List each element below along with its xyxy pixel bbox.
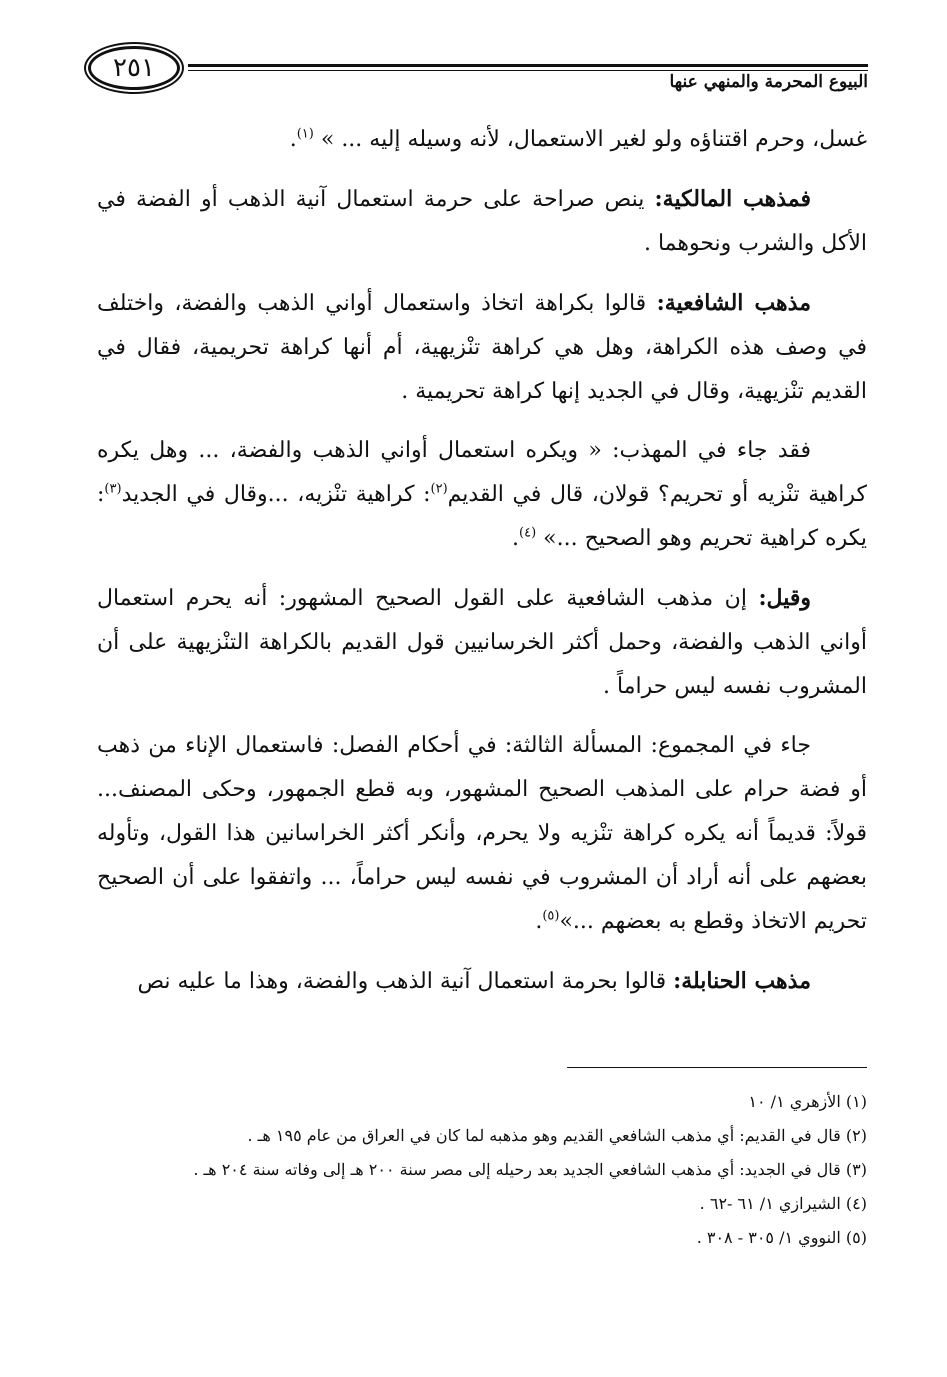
footnote-separator [567,1067,867,1068]
paragraph-text: إن مذهب الشافعية على القول الصحيح المشهور: أنه يحرم استعمال أواني الذهب والفضة، وحمل أكثر الخرسانيين قول القديم بالكراهة التنْزيهية على أن المشروب نفسه ليس حراماً . [97,586,867,699]
paragraph-lead: مذهب الحنابلة: [673,968,811,994]
page-number: ٢٥١ [113,53,155,83]
paragraph-text: غسل، وحرم اقتناؤه ولو لغير الاستعمال، لأنه وسيله إليه ... » [320,127,867,152]
paragraph-text: : يكره كراهية تحريم وهو الصحيح ...» [97,482,867,551]
paragraph-text: فقد جاء في المهذب: « ويكره استعمال أواني الذهب والفضة، ... وهل يكره كراهية تنْزيه أو تحريم؟ قولان، قال في القديم [97,438,868,507]
paragraph-lead: وقيل: [758,585,811,611]
paragraph-4 [97,429,867,561]
paragraph-end: . [512,526,519,551]
paragraph-end: . [535,909,543,934]
footnote-2: (٢) قال في القديم: أي مذهب الشافعي القديم وهو مذهبه لما كان في العراق من عام ١٩٥ هـ . [247,1126,867,1145]
footnote-ref[interactable]: (٢) [430,481,448,497]
footnote-ref[interactable]: (٥) [542,908,560,924]
paragraph-end: . [289,127,297,152]
main-text [97,118,867,1019]
page-number-badge [88,46,180,90]
footnote-5: (٥) النووي ١/ ٣٠٥ - ٣٠٨ . [696,1228,867,1247]
header-rule [188,64,868,67]
paragraph-lead: مذهب الشافعية: [656,290,811,316]
footnote-3: (٣) قال في الجديد: أي مذهب الشافعي الجديد بعد رحيله إلى مصر سنة ٢٠٠ هـ إلى وفاته سنة ٢٠٤ هـ . [193,1160,867,1179]
page-header [88,44,868,96]
footnote-ref[interactable]: (٣) [104,481,122,497]
paragraph-3 [97,281,867,414]
paragraph-text: ينص صراحة على حرمة استعمال آنية الذهب أو الفضة في الأكل والشرب ونحوهما . [97,187,867,256]
paragraph-5 [97,576,867,709]
paragraph-text: قالوا بحرمة استعمال آنية الذهب والفضة، وهذا ما عليه نص [137,969,674,994]
paragraph-lead: فمذهب المالكية: [654,186,812,212]
footnote-4: (٤) الشيرازي ١/ ٦١ -٦٢ . [699,1194,867,1213]
footnote-ref[interactable]: (٤) [519,525,537,541]
paragraph-7 [97,959,867,1004]
footnotes [97,1085,867,1255]
paragraph-2 [97,177,867,266]
paragraph-text: قالوا بكراهة اتخاذ واستعمال أواني الذهب والفضة، واختلف في وصف هذه الكراهة، وهل هي كراهة تنْزيهية، أم أنها كراهة تحريمية، فقال في القديم تنْزيهية، وقال في الجديد إنها كراهة تحريمية . [97,291,867,404]
paragraph-text: : كراهية تنْزيه، ...وقال في الجديد [121,482,431,507]
footnote-ref[interactable]: (١) [296,126,314,142]
header-rule-thin [188,70,868,71]
paragraph-text: جاء في المجموع: المسألة الثالثة: في أحكام الفصل: فاستعمال الإناء من ذهب أو فضة حرام على المذهب الصحيح المشهور، وبه قطع الجمهور، وحكى المصنف... قولاً: قديماً أنه يكره كراهة تنْزيه ولا يحرم، وأنكر أكثر الخراسانين هذا القول، وتأوله بعضهم على أنه أراد أن المشروب في نفسه ليس حراماً، ... واتفقوا على أن الصحيح تحريم الاتخاذ وقطع به بعضهم ...» [97,733,867,934]
running-title: البيوع المحرمة والمنهي عنها [669,72,868,92]
footnote-1: (١) الأزهري ١/ ١٠ [748,1092,867,1111]
paragraph-1 [97,118,867,162]
paragraph-6 [97,724,867,944]
